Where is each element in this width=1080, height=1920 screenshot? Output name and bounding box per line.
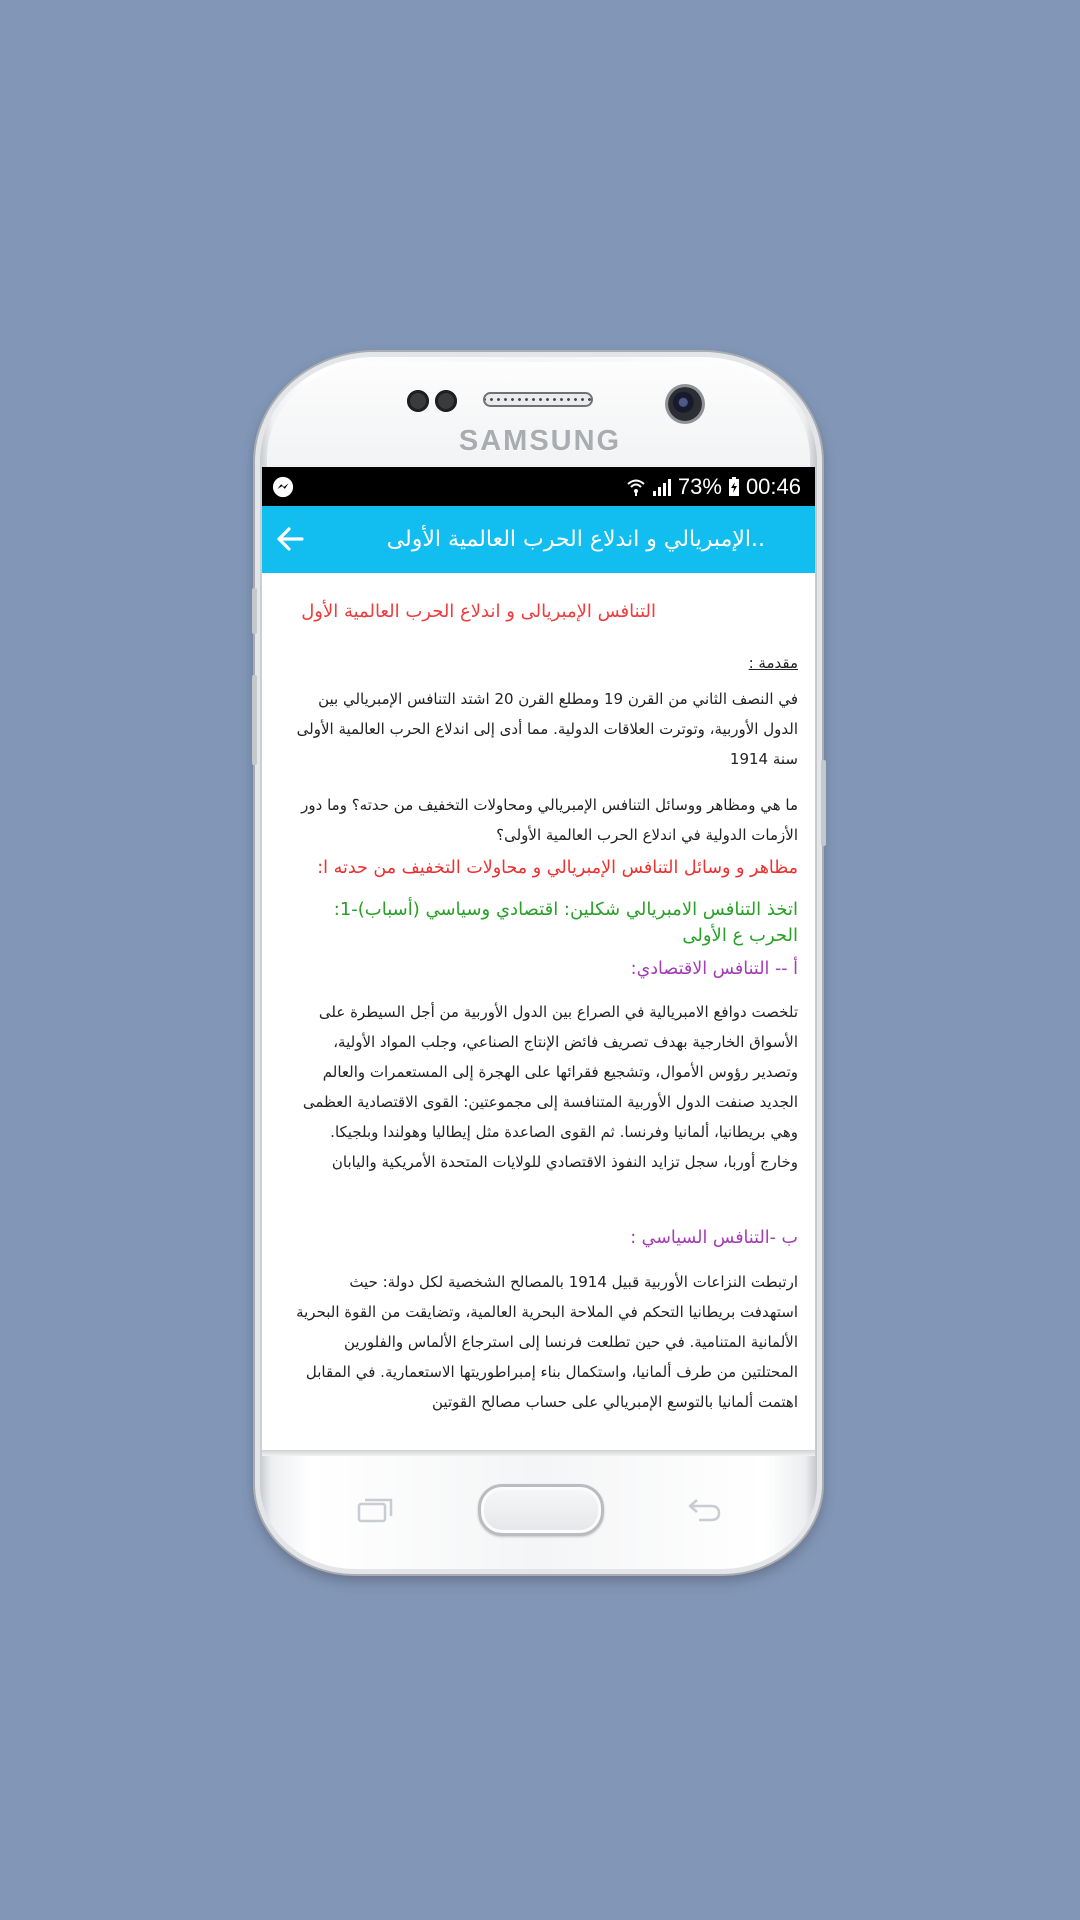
section-heading: مظاهر و وسائل التنافس الإمبريالي و محاولات التخفيف من حدته ا: [317, 858, 798, 878]
battery-icon [728, 477, 740, 497]
clock: 00:46 [745, 473, 801, 499]
earpiece-speaker [483, 392, 593, 407]
question-paragraph: ما هي ومظاهر ووسائل التنافس الإمبريالي ومحاولات التخفيف من حدته؟ وما دور الأزمات الدولية في اندلاع الحرب العالمية الأولى؟ [301, 796, 798, 844]
phone-screen [262, 467, 815, 1453]
home-button[interactable] [478, 1484, 604, 1536]
intro-paragraph: في النصف الثاني من القرن 19 ومطلع القرن 20 اشتد التنافس الإمبريالي بين الدول الأوربية، وتوترت العلاقات الدولية. مما أدى إلى اندلاع الحرب العالمية الأولى سنة 1914 [296, 690, 798, 768]
volume-up-button [252, 588, 257, 634]
front-camera-icon [668, 387, 702, 421]
screen-bottom-edge [262, 1450, 815, 1456]
brand-logo: SAMSUNG [458, 425, 622, 457]
status-bar [262, 467, 815, 506]
forms-heading: اتخذ التنافس الامبريالي شكلين: اقتصادي وسياسي (أسباب)-1: الحرب ع الأولى [333, 899, 798, 946]
volume-down-button [252, 675, 257, 765]
page-title: ..الإمبريالي و اندلاع الحرب العالمية الأولى [386, 527, 765, 552]
app-toolbar [262, 506, 815, 573]
sensors [407, 390, 457, 412]
article-heading: التنافس الإمبريالى و اندلاع الحرب العالمية الأول [301, 601, 656, 622]
economic-paragraph: تلخصت دوافع الامبريالية في الصراع بين الدول الأوربية من أجل السيطرة على الأسواق الخارجية بهدف تصريف فائض الإنتاج الصناعي، وجلب المواد الأولية، وتصدير رؤوس الأموال، وتشجيع فقرائها على الهجرة إلى المستعمرات والعالم الجديد صنفت الدول الأوربية المتنافسة إلى مجموعتين: القوى الاقتصادية العظمى وهي بريطانيا، ألمانيا وفرنسا. ثم القوى الصاعدة مثل إيطاليا وهولندا وبلجيكا. وخارج أوربا، سجل تزايد النفوذ الاقتصادي للولايات المتحدة الأمريكية واليابان [302, 1003, 798, 1171]
political-paragraph: ارتبطت النزاعات الأوربية قبيل 1914 بالمصالح الشخصية لكل دولة: حيث استهدفت بريطانيا التحكم في الملاحة البحرية العالمية، وتضايقت من القوة البحرية الألمانية المتنامية. في حين تطلعت فرنسا إلى استرجاع الألماس والفلورين المحتلتين من طرف ألمانيا، واستكمال بناء إمبراطوريتها الاستعمارية. في المقابل اهتمت ألمانيا بالتوسع الإمبريالي على حساب مصالح القوتين [296, 1273, 798, 1411]
intro-label: مقدمة : [748, 654, 798, 672]
battery-percent: 73% [677, 473, 722, 499]
back-key-icon[interactable] [685, 1496, 723, 1524]
status-indicators [626, 467, 801, 506]
economic-heading: أ -- التنافس الاقتصادي: [630, 959, 798, 979]
arrow-left-icon[interactable] [274, 523, 306, 555]
political-heading: ب -التنافس السياسي : [630, 1228, 798, 1248]
proximity-sensor [407, 390, 429, 412]
signal-icon [652, 477, 672, 497]
wifi-icon [626, 477, 646, 497]
power-button [821, 760, 826, 846]
light-sensor [435, 390, 457, 412]
recent-apps-icon[interactable] [355, 1497, 395, 1523]
article-content[interactable] [262, 573, 815, 1453]
messenger-icon [272, 476, 294, 498]
